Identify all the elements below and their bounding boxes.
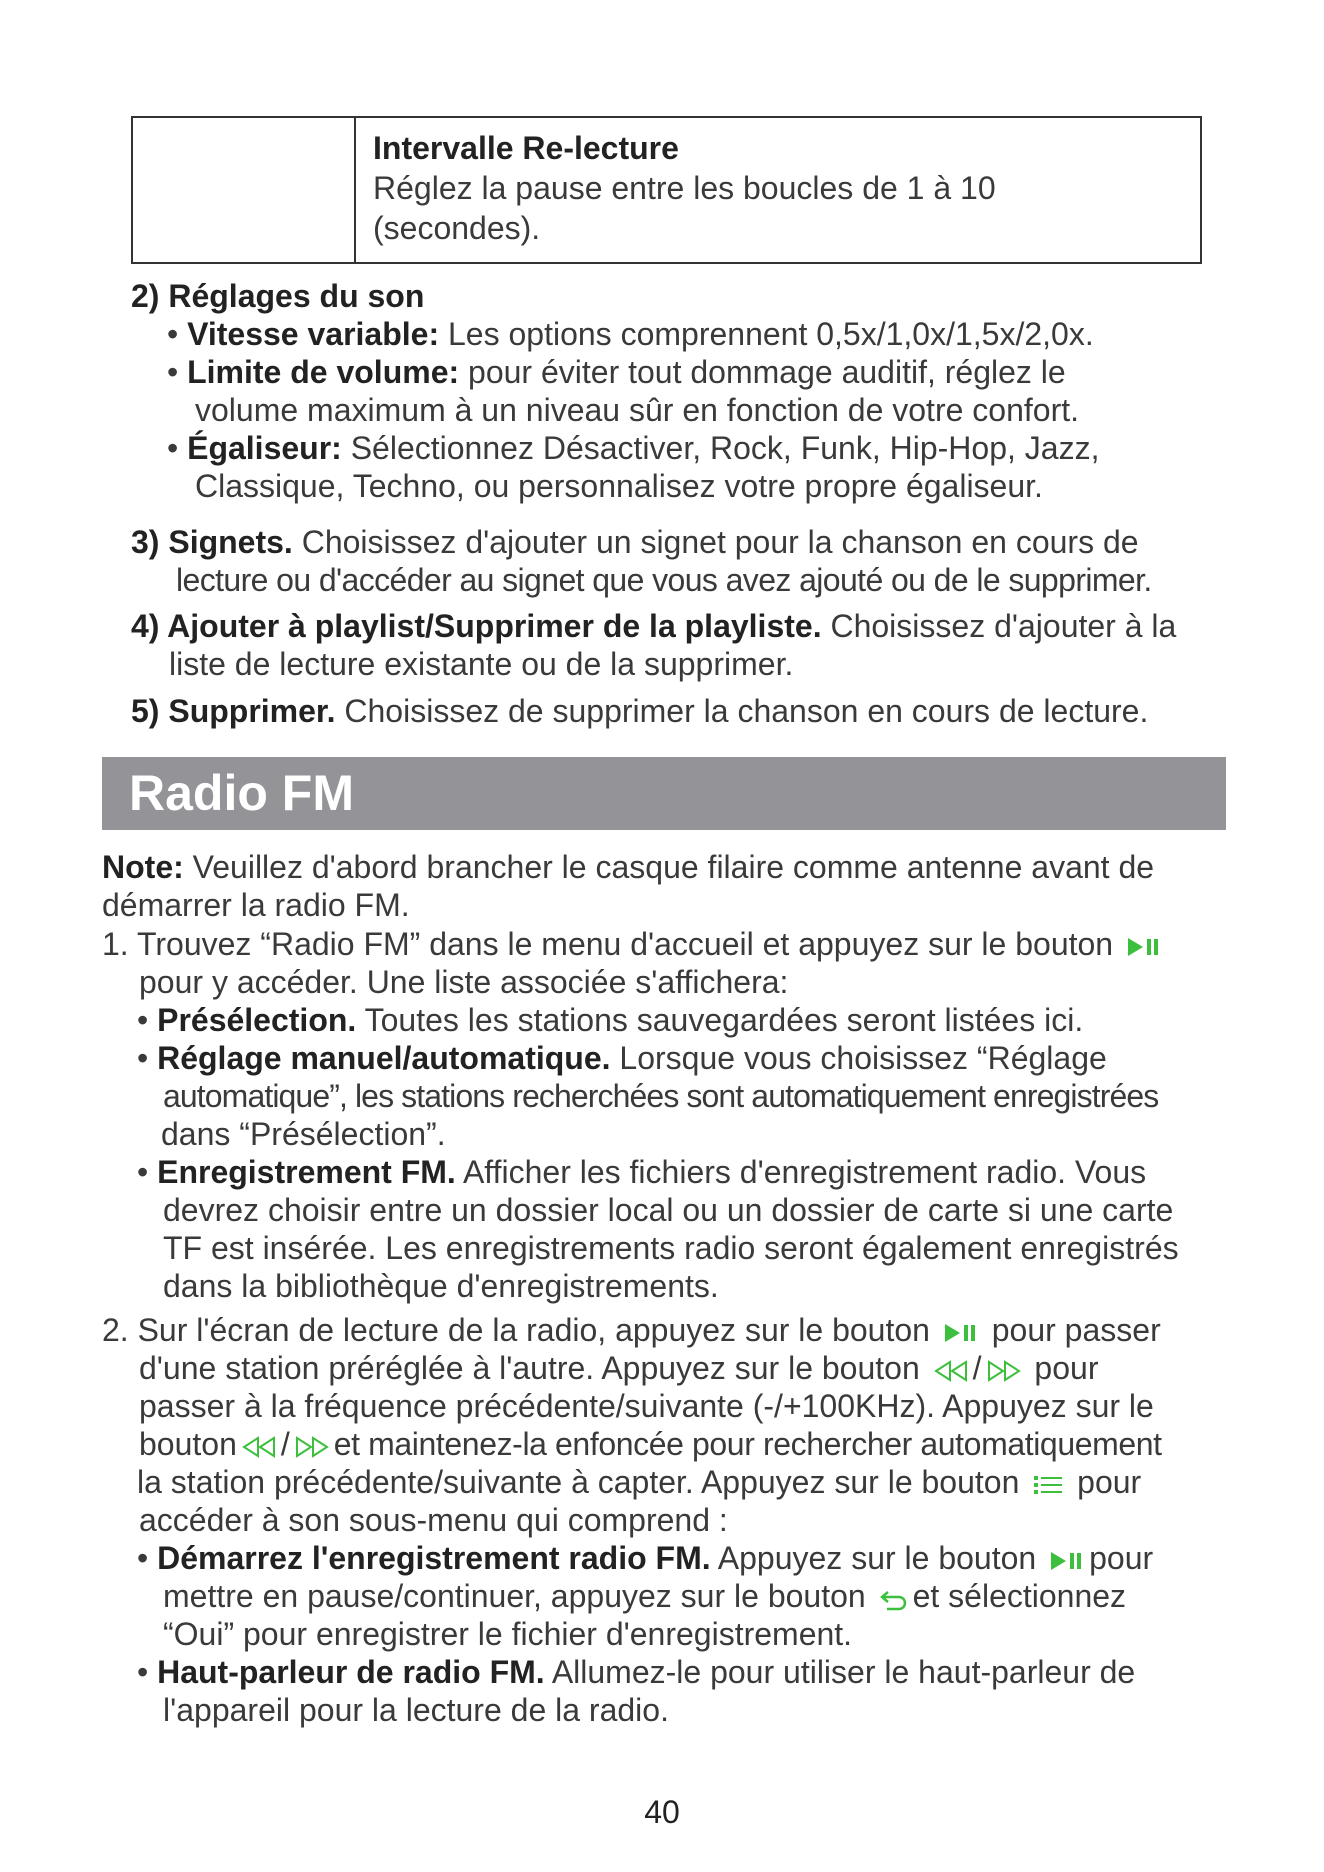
- next-icon: [986, 1359, 1022, 1383]
- list-item-cont: volume maximum à un niveau sûr en fonction de votre confort.: [195, 392, 1079, 428]
- list-item-cont: Classique, Techno, ou personnalisez votre propre égaliseur.: [195, 468, 1043, 504]
- menu-icon: [1032, 1473, 1064, 1497]
- page-number: 40: [644, 1794, 680, 1830]
- play-pause-icon: [1049, 1549, 1085, 1573]
- settings-table: [131, 116, 1202, 264]
- play-pause-icon: [943, 1321, 979, 1345]
- step-2: 2. Sur l'écran de lecture de la radio, appuyez sur le bouton pour passer d'une station préréglée à l'autre. Appuyez sur le bouton / pour passer à la fréquence précédente/suivante (-/+100KHz). Appuyez sur le bouton / et maintenez-la enfoncée pour rechercher automatiquement la station précédente/suivante à capter. Appuyez sur le bouton pour accéder à son sous-menu qui comprend : • Démarrez l'enregistrement radio FM. Appuyez sur le bouton pour mettre en pause/continuer, appuyez sur le bouton et sélectionnez “Oui” pour enregistrer le fichier d'enregistrement. • Haut-parleur de radio FM. Allumez-le pour utiliser le haut-parleur de l'appareil pour la lecture de la radio.: [102, 1311, 1262, 1729]
- playlist-section: 4) Ajouter à playlist/Supprimer de la playliste. Choisissez d'ajouter à la liste de lecture existante ou de la supprimer.: [131, 608, 1177, 682]
- sound-heading: 2) Réglages du son: [131, 278, 425, 314]
- list-item: • Démarrez l'enregistrement radio FM. Appuyez sur le bouton pour: [137, 1540, 1154, 1576]
- table-title: Intervalle Re-lecture: [373, 130, 679, 166]
- previous-icon: [933, 1359, 969, 1383]
- table-line: Réglez la pause entre les boucles de 1 à 10: [373, 170, 996, 206]
- list-item: • Présélection. Toutes les stations sauvegardées seront listées ici.: [137, 1002, 1084, 1038]
- list-item: • Haut-parleur de radio FM. Allumez-le pour utiliser le haut-parleur de: [137, 1654, 1136, 1690]
- delete-section: 5) Supprimer. Choisissez de supprimer la chanson en cours de lecture.: [131, 693, 1149, 729]
- step-1: 1. Trouvez “Radio FM” dans le menu d'accueil et appuyez sur le bouton pour y accéder. Une liste associée s'affichera: • Présélection. Toutes les stations sauvegardées seront listées ici. • Réglage manuel/automatique. Lorsque vous choisissez “Réglage automatique”, les stations recherchées sont automatiquement enregistrées dans “Présélection”. • Enregistrement FM. Afficher les fichiers d'enregistrement radio. Vous devrez choisir entre un dossier local ou un dossier de carte si une carte TF est insérée. Les enregistrements radio seront également enregistrés dans la bibliothèque d'enregistrements.: [102, 925, 1242, 1305]
- sound-settings-section: [131, 277, 1099, 505]
- list-item: • Réglage manuel/automatique. Lorsque vous choisissez “Réglage: [137, 1040, 1107, 1076]
- bookmarks-section: 3) Signets. Choisissez d'ajouter un signet pour la chanson en cours de lecture ou d'accéder au signet que vous avez ajouté ou de le supprimer.: [131, 524, 1152, 598]
- list-item: • Vitesse variable: Les options comprennent 0,5x/1,0x/1,5x/2,0x.: [167, 316, 1094, 352]
- table-line: (secondes).: [373, 210, 541, 246]
- next-icon: [294, 1435, 330, 1459]
- note: Note: Veuillez d'abord brancher le casque filaire comme antenne avant de démarrer la radio FM.: [102, 849, 1155, 923]
- list-item: • Égaliseur: Sélectionnez Désactiver, Rock, Funk, Hip-Hop, Jazz,: [167, 430, 1100, 466]
- previous-icon: [241, 1435, 277, 1459]
- back-icon: [879, 1587, 909, 1611]
- list-item: • Enregistrement FM. Afficher les fichiers d'enregistrement radio. Vous: [137, 1154, 1147, 1190]
- play-pause-icon: [1126, 935, 1162, 959]
- table-content-cell: [356, 118, 996, 262]
- list-item: • Limite de volume: pour éviter tout dommage auditif, réglez le: [167, 354, 1066, 390]
- section-header: Radio FM: [102, 757, 1226, 830]
- table-empty-cell: [133, 118, 356, 262]
